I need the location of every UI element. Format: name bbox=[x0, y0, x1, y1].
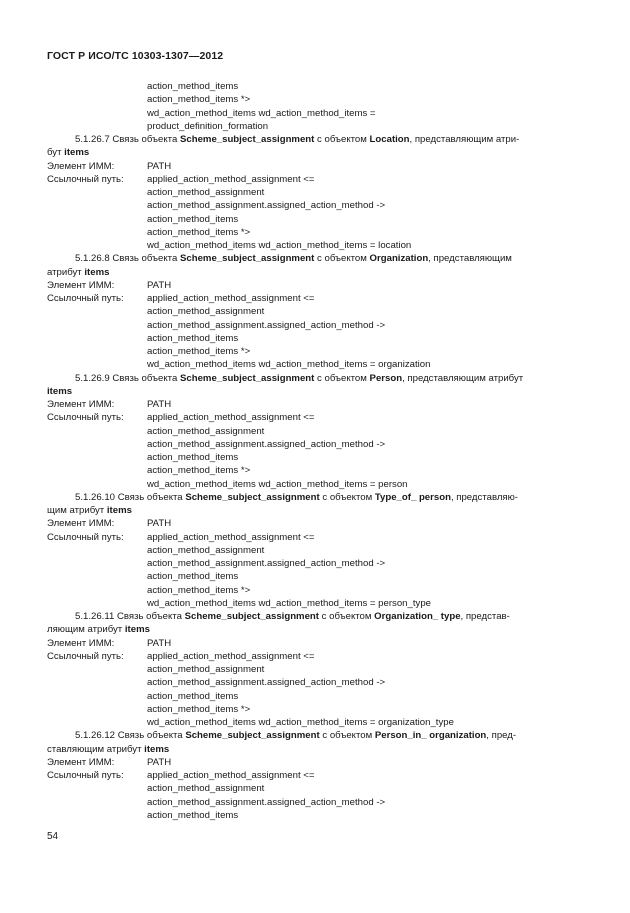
section-heading-cont bbox=[47, 146, 587, 159]
attr-prefix: ляющим атрибут bbox=[47, 624, 123, 636]
section-5-1-26-9 bbox=[47, 372, 587, 491]
path-value: action_method_assignment.assigned_action_method -> bbox=[147, 319, 386, 331]
document-body bbox=[47, 80, 587, 822]
section-5-1-26-12 bbox=[47, 729, 587, 822]
path-line bbox=[47, 186, 587, 199]
attr-name: items bbox=[144, 743, 170, 755]
path-line bbox=[47, 199, 587, 212]
path-line bbox=[47, 782, 587, 795]
section-prefix: Связь объекта bbox=[112, 134, 178, 145]
path-value: action_method_assignment.assigned_action_method -> bbox=[147, 796, 386, 808]
path-line bbox=[47, 332, 587, 345]
path-line bbox=[47, 239, 587, 252]
path-value: action_method_assignment bbox=[147, 306, 265, 318]
entity-name: Scheme_subject_assignment bbox=[185, 491, 320, 503]
entity-name: Scheme_subject_assignment bbox=[184, 611, 319, 622]
path-line bbox=[47, 809, 587, 822]
section-number: 5.1.26.11 bbox=[75, 611, 115, 622]
path-value: wd_action_method_items wd_action_method_items = person_type bbox=[147, 597, 431, 609]
target-name: Type_of_ person bbox=[374, 491, 451, 503]
path-line bbox=[47, 358, 587, 371]
path-value: applied_action_method_assignment <= bbox=[147, 531, 315, 543]
path-line bbox=[47, 544, 587, 557]
path-value: action_method_items *> bbox=[147, 346, 251, 357]
path-value: action_method_assignment.assigned_action_method -> bbox=[147, 558, 386, 569]
path-line bbox=[47, 226, 587, 239]
path-value: action_method_items bbox=[147, 571, 239, 583]
section-heading bbox=[47, 610, 587, 623]
path-label: Ссылочный путь: bbox=[47, 412, 124, 424]
element-value: PATH bbox=[147, 637, 172, 649]
path-line bbox=[47, 690, 587, 703]
section-middle: с объектом bbox=[317, 134, 367, 145]
path-value: action_method_items bbox=[147, 332, 239, 344]
top-path-lines bbox=[47, 80, 587, 133]
entity-name: Scheme_subject_assignment bbox=[179, 253, 315, 265]
path-value: wd_action_method_items wd_action_method_items = organization_type bbox=[147, 717, 454, 728]
path-value: applied_action_method_assignment <= bbox=[147, 412, 315, 424]
path-line bbox=[47, 213, 587, 226]
path-value: action_method_assignment.assigned_action_method -> bbox=[147, 677, 386, 689]
path-value: action_method_items *> bbox=[147, 703, 251, 715]
path-line bbox=[47, 703, 587, 716]
path-line: product_definition_formation bbox=[147, 120, 269, 132]
element-line bbox=[47, 160, 587, 173]
path-line bbox=[47, 796, 587, 809]
path-line bbox=[47, 478, 587, 491]
section-heading-cont bbox=[47, 743, 587, 756]
section-middle: с объектом bbox=[321, 611, 372, 622]
path-value: action_method_assignment bbox=[147, 187, 265, 198]
attr-name: items bbox=[124, 624, 150, 636]
section-suffix: , представляющим bbox=[428, 253, 512, 265]
path-line bbox=[47, 769, 587, 782]
section-number: 5.1.26.12 bbox=[75, 730, 116, 742]
section-suffix: , представляю- bbox=[450, 491, 518, 503]
entity-name: Scheme_subject_assignment bbox=[179, 372, 315, 384]
section-middle: с объектом bbox=[317, 253, 367, 265]
path-label: Ссылочный путь: bbox=[47, 650, 124, 662]
attr-prefix: бут bbox=[47, 147, 62, 159]
target-name: Location bbox=[369, 134, 410, 145]
path-value: wd_action_method_items wd_action_method_items = organization bbox=[147, 359, 431, 371]
page-number: 54 bbox=[47, 831, 59, 842]
element-label: Элемент ИММ: bbox=[47, 399, 115, 410]
section-middle: с объектом bbox=[322, 491, 373, 503]
element-value: PATH bbox=[147, 518, 172, 530]
path-line bbox=[47, 557, 587, 570]
section-heading bbox=[47, 252, 587, 265]
section-prefix: Связь объекта bbox=[112, 372, 178, 384]
path-value: applied_action_method_assignment <= bbox=[147, 293, 315, 304]
section-number: 5.1.26.9 bbox=[75, 372, 110, 384]
path-line bbox=[47, 451, 587, 464]
section-5-1-26-10 bbox=[47, 491, 587, 610]
entity-name: Scheme_subject_assignment bbox=[185, 730, 320, 742]
element-label: Элемент ИММ: bbox=[47, 518, 115, 530]
element-value: PATH bbox=[147, 756, 172, 768]
section-middle: с объектом bbox=[322, 730, 373, 742]
section-heading bbox=[47, 491, 587, 504]
path-line bbox=[47, 345, 587, 358]
path-value: action_method_assignment bbox=[147, 425, 265, 437]
path-label: Ссылочный путь: bbox=[47, 293, 124, 304]
path-line bbox=[47, 319, 587, 332]
section-heading-cont bbox=[47, 266, 587, 279]
path-line bbox=[47, 173, 587, 186]
path-value: action_method_items bbox=[147, 690, 239, 702]
path-line bbox=[47, 438, 587, 451]
path-label: Ссылочный путь: bbox=[47, 173, 124, 185]
element-line bbox=[47, 398, 587, 411]
path-value: wd_action_method_items wd_action_method_items = person bbox=[147, 478, 408, 490]
section-prefix: Связь объекта bbox=[116, 611, 182, 622]
path-value: action_method_items bbox=[147, 809, 239, 821]
path-line bbox=[47, 584, 587, 597]
path-line bbox=[47, 292, 587, 305]
section-5-1-26-8 bbox=[47, 252, 587, 371]
path-line bbox=[47, 305, 587, 318]
section-number: 5.1.26.10 bbox=[75, 491, 116, 503]
element-label: Элемент ИММ: bbox=[47, 160, 115, 172]
section-heading-cont bbox=[47, 385, 587, 398]
path-value: action_method_assignment.assigned_action_method -> bbox=[147, 200, 386, 212]
section-prefix: Связь объекта bbox=[117, 730, 183, 742]
path-value: applied_action_method_assignment <= bbox=[147, 770, 315, 781]
attr-name: items bbox=[106, 505, 132, 516]
attr-name: items bbox=[64, 147, 90, 159]
path-value: action_method_items *> bbox=[147, 465, 251, 477]
entity-name: Scheme_subject_assignment bbox=[179, 134, 315, 145]
element-label: Элемент ИММ: bbox=[47, 637, 115, 649]
section-middle: с объектом bbox=[317, 372, 367, 384]
path-value: action_method_items bbox=[147, 452, 239, 463]
section-suffix: , представляющим атри- bbox=[409, 134, 520, 145]
sections-container bbox=[47, 133, 587, 822]
path-value: action_method_items bbox=[147, 213, 239, 225]
path-line bbox=[47, 425, 587, 438]
section-suffix: , представляющим атрибут bbox=[402, 372, 524, 384]
section-number: 5.1.26.8 bbox=[75, 253, 110, 265]
path-value: action_method_assignment bbox=[147, 544, 265, 556]
section-prefix: Связь объекта bbox=[112, 253, 178, 265]
section-heading bbox=[47, 133, 587, 146]
section-5-1-26-7 bbox=[47, 133, 587, 252]
element-line bbox=[47, 279, 587, 292]
element-line bbox=[47, 756, 587, 769]
path-line bbox=[47, 650, 587, 663]
element-line bbox=[47, 517, 587, 530]
section-heading bbox=[47, 372, 587, 385]
path-value: action_method_assignment.assigned_action_method -> bbox=[147, 438, 386, 450]
attr-prefix: атрибут bbox=[47, 266, 82, 278]
element-value: PATH bbox=[147, 160, 172, 172]
element-label: Элемент ИММ: bbox=[47, 756, 115, 768]
element-value: PATH bbox=[147, 399, 172, 410]
path-line bbox=[47, 464, 587, 477]
section-heading-cont bbox=[47, 504, 587, 517]
section-prefix: Связь объекта bbox=[117, 491, 183, 503]
section-suffix: , представ- bbox=[460, 611, 510, 622]
section-heading-cont bbox=[47, 623, 587, 636]
path-value: action_method_assignment bbox=[147, 783, 265, 795]
path-value: action_method_assignment bbox=[147, 664, 265, 675]
document-header: ГОСТ Р ИСО/ТС 10303-1307—2012 bbox=[47, 50, 224, 62]
attr-prefix: щим атрибут bbox=[47, 505, 105, 516]
section-suffix: , пред- bbox=[486, 730, 517, 742]
path-value: action_method_items *> bbox=[147, 584, 251, 596]
attr-name: items bbox=[84, 266, 110, 278]
path-line bbox=[47, 716, 587, 729]
path-value: wd_action_method_items wd_action_method_items = location bbox=[147, 240, 412, 251]
element-label: Элемент ИММ: bbox=[47, 279, 115, 291]
target-name: Person_in_ organization bbox=[374, 730, 487, 742]
path-line bbox=[47, 597, 587, 610]
attr-prefix: ставляющим атрибут bbox=[47, 743, 142, 755]
section-heading bbox=[47, 729, 587, 742]
path-line bbox=[47, 570, 587, 583]
path-line bbox=[47, 663, 587, 676]
path-label: Ссылочный путь: bbox=[47, 531, 124, 543]
path-line bbox=[47, 531, 587, 544]
path-value: applied_action_method_assignment <= bbox=[147, 650, 315, 662]
attr-name: items bbox=[47, 385, 73, 397]
element-line bbox=[47, 637, 587, 650]
path-label: Ссылочный путь: bbox=[47, 770, 124, 781]
path-line bbox=[47, 411, 587, 424]
path-value: applied_action_method_assignment <= bbox=[147, 173, 315, 185]
path-line bbox=[47, 676, 587, 689]
path-line: wd_action_method_items wd_action_method_items = bbox=[147, 107, 376, 119]
path-value: action_method_items *> bbox=[147, 226, 251, 238]
path-line: action_method_items bbox=[147, 81, 239, 92]
target-name: Organization bbox=[369, 253, 429, 265]
section-number: 5.1.26.7 bbox=[75, 134, 110, 145]
section-5-1-26-11 bbox=[47, 610, 587, 729]
target-name: Person bbox=[369, 372, 403, 384]
element-value: PATH bbox=[147, 279, 172, 291]
target-name: Organization_ type bbox=[374, 611, 461, 622]
path-line: action_method_items *> bbox=[147, 94, 251, 106]
